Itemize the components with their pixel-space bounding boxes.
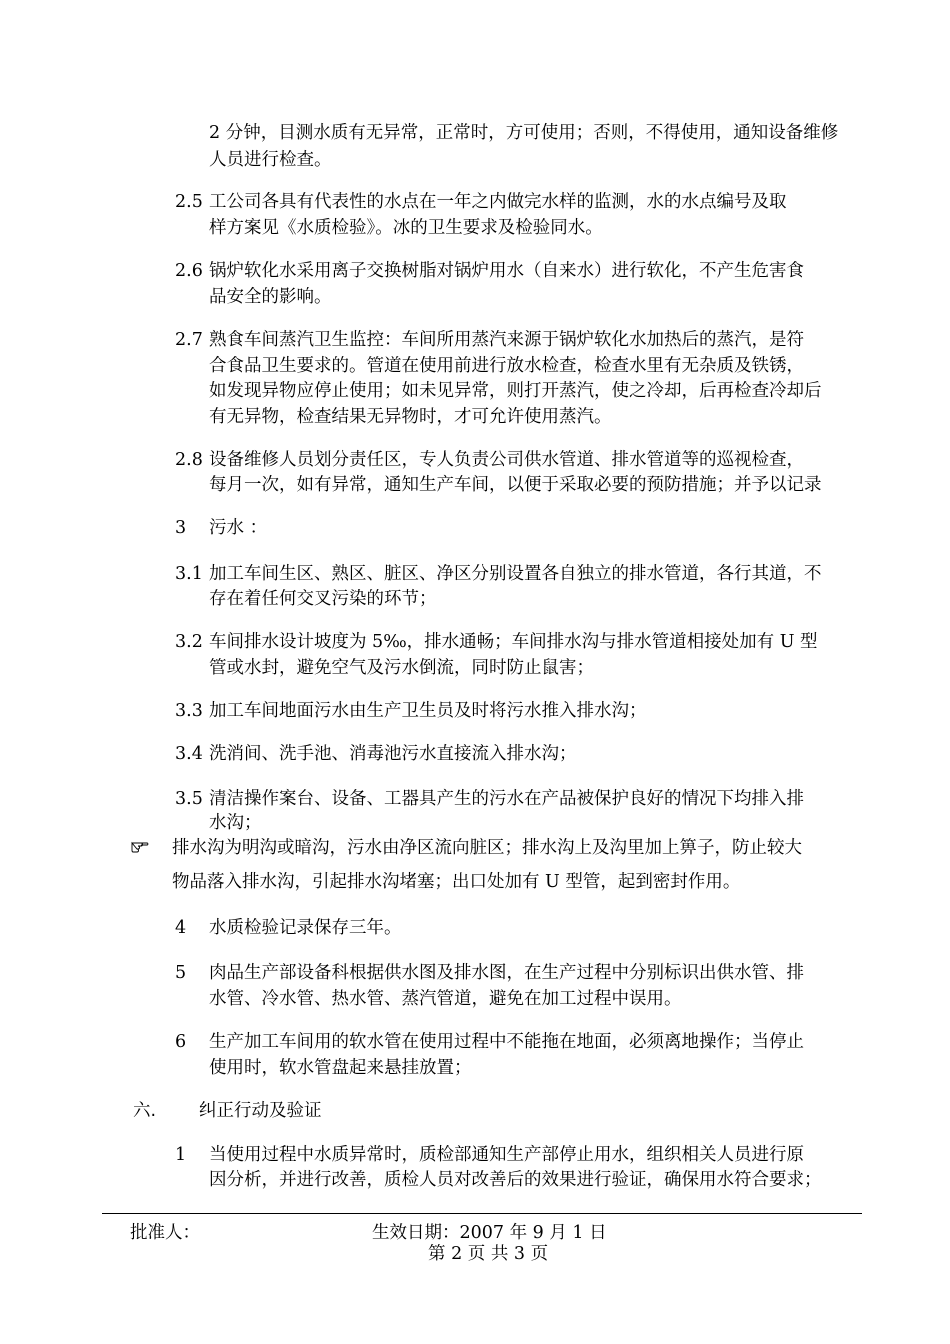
paragraph-line: 熟食车间蒸汽卫生监控：车间所用蒸汽来源于锅炉软化水加热后的蒸汽，是符 xyxy=(209,330,804,350)
paragraph-line: 存在着任何交叉污染的环节； xyxy=(209,589,437,609)
item-number: 3.4 xyxy=(175,744,203,764)
footer-page-number: 第 2 页 共 3 页 xyxy=(428,1244,549,1264)
item-number: 5 xyxy=(175,963,187,983)
item-number: 3.5 xyxy=(175,789,203,809)
paragraph-line: 工公司各具有代表性的水点在一年之内做完水样的监测，水的水点编号及取 xyxy=(209,192,787,212)
paragraph-line: 使用时，软水管盘起来悬挂放置； xyxy=(209,1058,472,1078)
item-number: 3.2 xyxy=(175,632,203,652)
item-number: 2.8 xyxy=(175,450,203,470)
section-title: 纠正行动及验证 xyxy=(199,1101,322,1121)
footer-divider xyxy=(102,1213,862,1214)
item-number: 2.6 xyxy=(175,261,203,281)
paragraph-line: 当使用过程中水质异常时，质检部通知生产部停止用水，组织相关人员进行原 xyxy=(209,1145,804,1165)
paragraph-line: 污水 ： xyxy=(209,518,268,538)
item-number: 3 xyxy=(175,518,187,538)
item-number: 3.3 xyxy=(175,701,203,721)
paragraph-line: 洗消间、洗手池、消毒池污水直接流入排水沟； xyxy=(209,744,577,764)
item-number: 4 xyxy=(175,918,187,938)
paragraph-line: 如发现异物应停止使用；如未见异常，则打开蒸汽，使之冷却，后再检查冷却后 xyxy=(209,381,822,401)
pointing-hand-icon xyxy=(131,838,149,854)
item-number: 3.1 xyxy=(175,564,203,584)
footer-effective-date: 生效日期：2007 年 9 月 1 日 xyxy=(372,1223,607,1243)
paragraph-line: 每月一次，如有异常，通知生产车间，以便于采取必要的预防措施；并予以记录 xyxy=(209,475,822,495)
item-number: 2.7 xyxy=(175,330,203,350)
item-number: 2.5 xyxy=(175,192,203,212)
paragraph-line: 生产加工车间用的软水管在使用过程中不能拖在地面，必须离地操作；当停止 xyxy=(209,1032,804,1052)
paragraph-line: 水质检验记录保存三年。 xyxy=(209,918,402,938)
paragraph-line: 有无异物，检查结果无异物时，才可允许使用蒸汽。 xyxy=(209,407,612,427)
paragraph-line: 人员进行检查。 xyxy=(209,150,332,170)
paragraph-line: 车间排水设计坡度为 5‰，排水通畅；车间排水沟与排水管道相接处加有 U 型 xyxy=(209,632,818,652)
item-number: 6 xyxy=(175,1032,187,1052)
footer-approver: 批准人： xyxy=(130,1223,200,1243)
paragraph-line: 锅炉软化水采用离子交换树脂对锅炉用水（自来水）进行软化，不产生危害食 xyxy=(209,261,804,281)
paragraph-line: 加工车间生区、熟区、脏区、净区分别设置各自独立的排水管道，各行其道，不 xyxy=(209,564,822,584)
paragraph-line: 2 分钟，目测水质有无异常，正常时，方可使用；否则，不得使用，通知设备维修 xyxy=(209,123,839,143)
bullet-line: 排水沟为明沟或暗沟，污水由净区流向脏区；排水沟上及沟里加上箅子，防止较大 xyxy=(172,838,802,858)
paragraph-line: 水管、冷水管、热水管、蒸汽管道，避免在加工过程中误用。 xyxy=(209,989,682,1009)
paragraph-line: 品安全的影响。 xyxy=(209,287,332,307)
bullet-line: 物品落入排水沟，引起排水沟堵塞；出口处加有 U 型管，起到密封作用。 xyxy=(172,872,741,892)
paragraph-line: 样方案见《水质检验》。冰的卫生要求及检验同水。 xyxy=(209,218,603,238)
paragraph-line: 清洁操作案台、设备、工器具产生的污水在产品被保护良好的情况下均排入排 xyxy=(209,789,804,809)
paragraph-line: 肉品生产部设备科根据供水图及排水图，在生产过程中分别标识出供水管、排 xyxy=(209,963,804,983)
paragraph-line: 合食品卫生要求的。管道在使用前进行放水检查，检查水里有无杂质及铁锈， xyxy=(209,356,804,376)
paragraph-line: 管或水封，避免空气及污水倒流，同时防止鼠害； xyxy=(209,658,594,678)
paragraph-line: 加工车间地面污水由生产卫生员及时将污水推入排水沟； xyxy=(209,701,647,721)
section-number: 六. xyxy=(133,1101,157,1121)
item-number: 1 xyxy=(175,1145,187,1165)
paragraph-line: 水沟； xyxy=(209,813,262,833)
paragraph-line: 设备维修人员划分责任区，专人负责公司供水管道、排水管道等的巡视检查， xyxy=(209,450,804,470)
paragraph-line: 因分析，并进行改善，质检人员对改善后的效果进行验证，确保用水符合要求； xyxy=(209,1170,822,1190)
